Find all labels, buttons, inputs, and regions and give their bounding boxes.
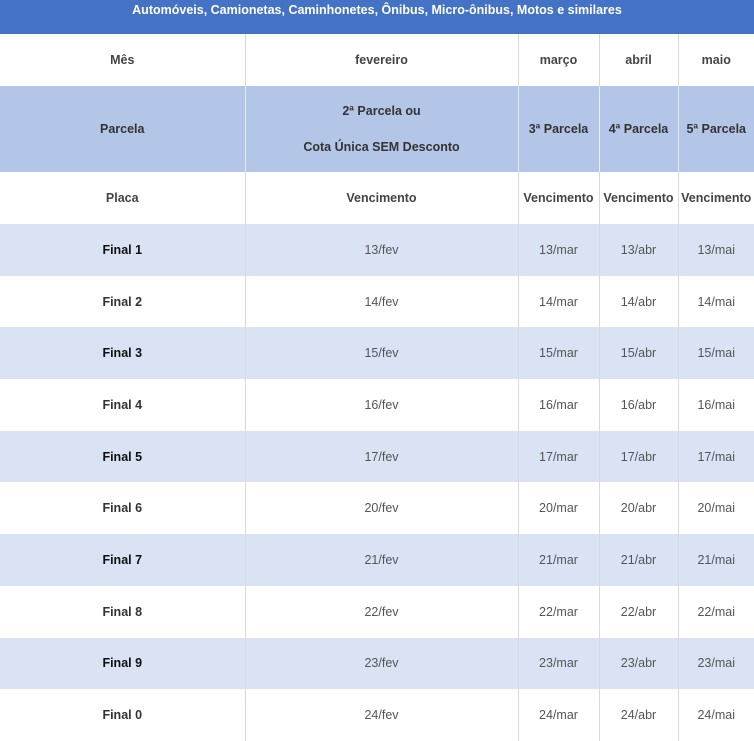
vencimento-header-row	[0, 172, 754, 224]
table-row	[0, 534, 754, 586]
due-date-mar: 15/mar	[518, 327, 599, 379]
table-row	[0, 379, 754, 431]
table-title-banner	[0, 0, 754, 34]
due-date-mar: 13/mar	[518, 224, 599, 276]
due-date-mai: 22/mai	[697, 604, 736, 619]
table-row	[0, 276, 754, 328]
due-date-mar: 17/mar	[518, 431, 599, 483]
due-date-abr: 23/abr	[599, 638, 678, 690]
vencimento-label: Vencimento	[518, 172, 599, 224]
due-date-fev: 16/fev	[245, 379, 518, 431]
placa-final: Final 4	[0, 379, 245, 431]
parcela-2-line1: 2ª Parcela ou	[342, 104, 421, 118]
due-date-mai: 21/mai	[678, 534, 754, 586]
parcela-5: 5ª Parcela	[678, 86, 754, 172]
due-date-fev: 24/fev	[245, 689, 518, 741]
month-marco: março	[518, 34, 599, 86]
due-date-mai: 13/mai	[678, 224, 754, 276]
placa-final: Final 7	[0, 534, 245, 586]
placa-final: Final 6	[0, 482, 245, 534]
month-header-row	[0, 34, 754, 86]
due-date-abr: 21/abr	[599, 534, 678, 586]
due-date-mar: 23/mar	[518, 638, 599, 690]
due-date-abr: 16/abr	[599, 379, 678, 431]
parcela-header-row	[0, 86, 754, 172]
due-date-mai: 17/mai	[678, 431, 754, 483]
due-date-fev: 14/fev	[245, 276, 518, 328]
vencimento-label: Vencimento	[681, 191, 752, 205]
placa-label: Placa	[0, 172, 245, 224]
table-row	[0, 327, 754, 379]
month-abril: abril	[599, 34, 678, 86]
table-row	[0, 586, 754, 638]
placa-final: Final 0	[0, 689, 245, 741]
table-title: Automóveis, Camionetas, Caminhonetes, Ônibus, Micro-ônibus, Motos e similares	[132, 3, 622, 17]
due-date-fev: 20/fev	[245, 482, 518, 534]
parcela-2-line2: Cota Única SEM Desconto	[303, 140, 460, 154]
month-maio: maio	[701, 53, 731, 67]
placa-final: Final 9	[0, 638, 245, 690]
due-date-mai: 20/mai	[697, 501, 736, 516]
vencimento-label: Vencimento	[599, 172, 678, 224]
ipva-schedule-table	[0, 34, 754, 741]
due-date-fev: 22/fev	[245, 586, 518, 638]
due-date-mar: 16/mar	[518, 379, 599, 431]
due-date-mai: 24/mai	[697, 708, 736, 723]
due-date-mar: 20/mar	[518, 482, 599, 534]
table-row	[0, 689, 754, 741]
due-date-fev: 17/fev	[245, 431, 518, 483]
due-date-mar: 22/mar	[518, 586, 599, 638]
table-row	[0, 638, 754, 690]
vencimento-label: Vencimento	[245, 172, 518, 224]
due-date-mar: 14/mar	[518, 276, 599, 328]
due-date-fev: 21/fev	[245, 534, 518, 586]
placa-final: Final 2	[0, 276, 245, 328]
due-date-abr: 15/abr	[599, 327, 678, 379]
parcela-2-or-cota-unica	[245, 86, 518, 172]
due-date-abr: 17/abr	[599, 431, 678, 483]
due-date-fev: 15/fev	[245, 327, 518, 379]
due-date-mai: 14/mai	[697, 294, 736, 309]
due-date-abr: 20/abr	[599, 482, 678, 534]
due-date-mar: 21/mar	[518, 534, 599, 586]
placa-final: Final 5	[0, 431, 245, 483]
table-row	[0, 224, 754, 276]
due-date-abr: 22/abr	[599, 586, 678, 638]
due-date-abr: 13/abr	[599, 224, 678, 276]
parcela-4: 4ª Parcela	[599, 86, 678, 172]
table-row	[0, 431, 754, 483]
month-fevereiro: fevereiro	[245, 34, 518, 86]
due-date-mai: 15/mai	[678, 327, 754, 379]
due-date-mar: 24/mar	[518, 689, 599, 741]
placa-final: Final 8	[0, 586, 245, 638]
parcela-label: Parcela	[0, 86, 245, 172]
due-date-fev: 13/fev	[245, 224, 518, 276]
due-date-mai: 23/mai	[678, 638, 754, 690]
due-date-fev: 23/fev	[245, 638, 518, 690]
due-date-mai: 16/mai	[697, 397, 736, 412]
due-date-abr: 24/abr	[599, 689, 678, 741]
placa-final: Final 1	[0, 224, 245, 276]
table-row	[0, 482, 754, 534]
placa-final: Final 3	[0, 327, 245, 379]
parcela-3: 3ª Parcela	[518, 86, 599, 172]
mes-label: Mês	[0, 34, 245, 86]
due-date-abr: 14/abr	[599, 276, 678, 328]
